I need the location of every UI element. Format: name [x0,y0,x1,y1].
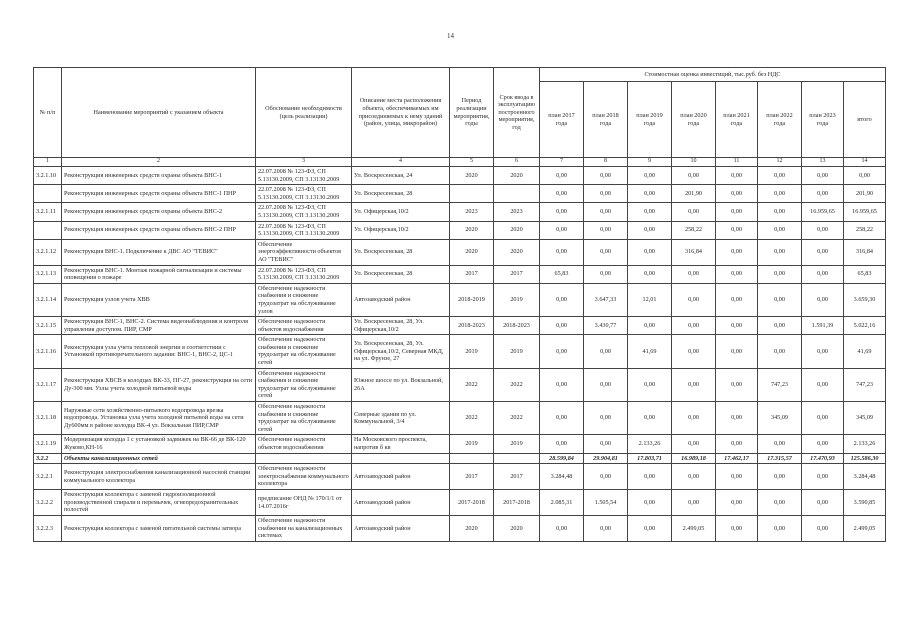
row-name: Реконструкция ВНС-1. Подключение к ДВС АО "ТЕВИС" [62,239,256,265]
row-value-2: 41,69 [628,335,672,368]
row-justification: 22.07.2008 № 123-ФЗ, СП 5.13130.2009, СП 3.13130.2009 [256,167,352,185]
row-value-2: 0,00 [628,265,672,283]
row-location: Южное шоссе по ул. Вокзальной, 26А [352,368,450,401]
column-index-12: 12 [758,158,802,167]
column-index-5: 5 [450,158,494,167]
row-value-4: 0,00 [716,317,758,335]
row-commission: 2022 [494,368,540,401]
row-value-7: 16.959,65 [844,203,886,221]
row-value-2: 0,00 [628,239,672,265]
row-value-5: 0,00 [758,435,802,453]
row-value-2: 0,00 [628,490,672,516]
column-index-1: 1 [34,158,62,167]
row-value-6: 0,00 [802,283,844,316]
row-value-3: 316,84 [672,239,716,265]
header-year-6: план 2023 года [802,82,844,158]
row-value-5: 0,00 [758,203,802,221]
row-value-5: 0,00 [758,185,802,203]
row-value-2: 12,01 [628,283,672,316]
row-value-7: 65,83 [844,265,886,283]
row-value-4: 0,00 [716,464,758,490]
row-value-3: 0,00 [672,490,716,516]
header-year-1: план 2018 года [584,82,628,158]
row-justification: Обеспечение надежности электроснабжения коммунального коллектора [256,464,352,490]
row-value-2: 0,00 [628,464,672,490]
row-value-7: 258,22 [844,221,886,239]
row-period: 2019 [450,335,494,368]
row-value-4: 0,00 [716,221,758,239]
row-id: 3.2.1.18 [34,402,62,435]
row-commission: 2019 [494,335,540,368]
row-value-7: 345,09 [844,402,886,435]
row-value-6: 17.470,93 [802,453,844,464]
row-commission [494,453,540,464]
row-value-1: 0,00 [584,516,628,542]
row-commission: 2017-2018 [494,490,540,516]
row-period: 2018-2019 [450,283,494,316]
row-value-7: 41,69 [844,335,886,368]
row-value-5: 0,00 [758,516,802,542]
row-value-4: 0,00 [716,283,758,316]
column-index-13: 13 [802,158,844,167]
row-value-4: 0,00 [716,203,758,221]
table-row [34,317,886,335]
row-period: 2017 [450,265,494,283]
row-name: Реконструкция узлов учета ХВВ [62,283,256,316]
row-location [352,453,450,464]
row-value-1: 0,00 [584,167,628,185]
row-period: 2022 [450,368,494,401]
row-value-6: 0,00 [802,368,844,401]
row-value-7: 3.284,48 [844,464,886,490]
column-index-4: 4 [352,158,450,167]
row-id: 3.2.2.3 [34,516,62,542]
row-value-5: 0,00 [758,335,802,368]
row-justification: Обеспечение надежности снабжения и снижение трудозатрат на обслуживание сетей [256,335,352,368]
row-justification [256,453,352,464]
table-row [34,265,886,283]
row-value-5: 0,00 [758,464,802,490]
row-value-3: 0,00 [672,368,716,401]
header-cost-group: Стоимостная оценка инвестиций, тыс.руб. без НДС [540,68,886,82]
row-value-3: 0,00 [672,265,716,283]
row-value-6: 0,00 [802,516,844,542]
row-value-7: 125.586,30 [844,453,886,464]
row-value-1: 0,00 [584,265,628,283]
row-id: 3.2.2.1 [34,464,62,490]
row-commission: 2018-2023 [494,317,540,335]
row-id: 3.2.1.13 [34,265,62,283]
row-name: Реконструкция узла учета тепловой энергии в соответствии с Установкой противоречательного задания: ВНС-1, ВНС-2, ЦС-1 [62,335,256,368]
header-year-0: план 2017 года [540,82,584,158]
row-commission: 2020 [494,239,540,265]
row-id: 3.2.1.17 [34,368,62,401]
header-year-3: план 2020 года [672,82,716,158]
row-location: Ул. Воскресенская, 28 [352,239,450,265]
row-value-1: 0,00 [584,203,628,221]
row-value-4: 0,00 [716,265,758,283]
header-justification: Обоснование необходимости (цель реализации) [256,68,352,158]
row-value-5: 0,00 [758,239,802,265]
row-id: 3.2.2 [34,453,62,464]
row-commission: 2017 [494,265,540,283]
row-value-6: 0,00 [802,490,844,516]
table-row [34,453,886,464]
row-value-1: 1.505,54 [584,490,628,516]
row-value-6: 0,00 [802,335,844,368]
row-value-3: 0,00 [672,335,716,368]
column-index-11: 11 [716,158,758,167]
row-value-0: 0,00 [540,185,584,203]
table-row [34,335,886,368]
row-value-3: 0,00 [672,203,716,221]
row-value-0: 0,00 [540,317,584,335]
row-name: Реконструкция инженерных средств охраны объекта ВНС-2 [62,203,256,221]
row-value-2: 0,00 [628,317,672,335]
row-id [34,185,62,203]
row-location: Северные здания по ул. Коммунальной, 3/4 [352,402,450,435]
row-value-3: 16.989,18 [672,453,716,464]
row-value-0: 0,00 [540,239,584,265]
row-value-0: 0,00 [540,221,584,239]
row-justification: Обеспечение надежности снабжения и снижение трудозатрат на обслуживание сетей [256,368,352,401]
row-value-0: 28.599,84 [540,453,584,464]
row-value-0: 0,00 [540,435,584,453]
row-value-0: 0,00 [540,368,584,401]
row-value-0: 2.085,31 [540,490,584,516]
row-name: Реконструкция ВНС-1, ВНС-2. Система видеонаблюдения и контроля управления доступом. ПИР, СМР [62,317,256,335]
row-justification: Обеспечение надежности объектов водоснабжения [256,435,352,453]
row-justification: Обеспечение энергоэффективности объектов АО "ТЕВИС" [256,239,352,265]
row-value-3: 0,00 [672,435,716,453]
column-index-3: 3 [256,158,352,167]
row-value-0: 0,00 [540,516,584,542]
row-commission: 2023 [494,203,540,221]
row-value-6: 0,00 [802,221,844,239]
row-period [450,453,494,464]
row-name: Реконструкция коллектора с заменой гидроизоляционной производственной спирали и перемычек, огнепредохранительных полостей [62,490,256,516]
row-value-1: 0,00 [584,435,628,453]
row-location: Автозаводский район [352,464,450,490]
row-id: 3.2.1.11 [34,203,62,221]
table-row [34,185,886,203]
row-name: Модернизация колодца 1 с установкой задвижек на ВК-66 де ВК-120 Жуково,КН-16 [62,435,256,453]
header-year-7: итого [844,82,886,158]
row-value-2: 0,00 [628,516,672,542]
row-value-1: 0,00 [584,185,628,203]
row-value-3: 201,90 [672,185,716,203]
row-id: 3.2.1.12 [34,239,62,265]
row-id: 3.2.1.16 [34,335,62,368]
investment-table [33,67,886,542]
row-value-6: 1.591,39 [802,317,844,335]
column-index-9: 9 [628,158,672,167]
row-justification: предписание ОНД № 170/1/1 от 14.07.2016г [256,490,352,516]
row-name: Реконструкция электроснабжения канализационной насосной станции коммунального коллектора [62,464,256,490]
column-index-14: 14 [844,158,886,167]
row-value-4: 0,00 [716,490,758,516]
row-commission: 2017 [494,464,540,490]
row-commission: 2019 [494,283,540,316]
row-value-5: 17.315,57 [758,453,802,464]
row-value-6: 0,00 [802,464,844,490]
row-value-1: 0,00 [584,402,628,435]
row-value-3: 0,00 [672,402,716,435]
row-name: Наружные сети хозяйственно-питьевого водопровода врезка водопровода. Установка узла учета холодной питьевой воды на сети Ду600мм в районе колодца ВК-4 ул. Вокзальная ПИР,СМР [62,402,256,435]
row-period: 2020 [450,221,494,239]
row-value-1: 0,00 [584,221,628,239]
row-commission: 2020 [494,221,540,239]
row-value-5: 345,09 [758,402,802,435]
row-location: Ул. Воскресенская, 28, Ул. Офицерская,10/2 [352,317,450,335]
row-period: 2020 [450,239,494,265]
header-year-5: план 2022 года [758,82,802,158]
row-commission: 2019 [494,435,540,453]
row-location: Автозаводский район [352,283,450,316]
row-value-1: 0,00 [584,368,628,401]
table-row [34,283,886,316]
header-location: Описание места расположения объекта, обеспечиваемых им присоединяемых к нему зданий (район, улица, микрорайон) [352,68,450,158]
table-row [34,402,886,435]
row-value-2: 0,00 [628,185,672,203]
row-id: 3.2.1.14 [34,283,62,316]
row-value-5: 0,00 [758,490,802,516]
table-row [34,435,886,453]
table-row [34,203,886,221]
row-period: 2017 [450,464,494,490]
row-value-2: 0,00 [628,368,672,401]
row-value-5: 0,00 [758,221,802,239]
table-row [34,167,886,185]
row-value-5: 0,00 [758,283,802,316]
row-location: Ул. Офицерская,10/2 [352,203,450,221]
row-value-7: 0,00 [844,167,886,185]
row-value-3: 0,00 [672,283,716,316]
row-period: 2019 [450,435,494,453]
row-value-6: 0,00 [802,239,844,265]
row-value-2: 0,00 [628,402,672,435]
row-id: 3.2.2.2 [34,490,62,516]
row-value-2: 0,00 [628,167,672,185]
row-value-4: 0,00 [716,239,758,265]
row-value-0: 0,00 [540,283,584,316]
row-value-4: 0,00 [716,185,758,203]
row-value-4: 0,00 [716,402,758,435]
header-commission: Срок ввода в эксплуатацию построенного мероприятия, год [494,68,540,158]
row-location: Ул. Воскресенская, 28, Ул. Офицерская,10/2, Северная МКД, на ул. Фрунзе, 27 [352,335,450,368]
row-value-5: 0,00 [758,167,802,185]
column-index-10: 10 [672,158,716,167]
column-index-7: 7 [540,158,584,167]
row-value-6: 0,00 [802,435,844,453]
row-value-0: 3.284,48 [540,464,584,490]
row-period [450,185,494,203]
row-value-4: 0,00 [716,167,758,185]
row-id: 3.2.1.15 [34,317,62,335]
row-justification: Обеспечение надежности снабжения и снижение трудозатрат на обслуживание сетей [256,402,352,435]
row-value-7: 3.590,85 [844,490,886,516]
header-year-4: план 2021 года [716,82,758,158]
row-commission: 2022 [494,402,540,435]
row-value-0: 0,00 [540,203,584,221]
row-value-7: 2.499,05 [844,516,886,542]
row-value-3: 2.499,05 [672,516,716,542]
table-row [34,239,886,265]
header-period: Период реализации мероприятия, годы [450,68,494,158]
table-row [34,490,886,516]
row-id [34,221,62,239]
row-justification: Обеспечение надежности объектов водоснабжения [256,317,352,335]
row-id: 3.2.1.10 [34,167,62,185]
row-period: 2023 [450,203,494,221]
row-value-3: 0,00 [672,317,716,335]
row-name: Реконструкция инженерных средств охраны объекта ВНС-1 [62,167,256,185]
row-value-2: 17.803,71 [628,453,672,464]
row-location: Автозаводский район [352,490,450,516]
row-value-7: 201,90 [844,185,886,203]
table-row [34,221,886,239]
row-value-2: 2.133,26 [628,435,672,453]
row-justification: 22.07.2008 № 123-ФЗ, СП 5.13130.2009, СП 3.13130.2009 [256,203,352,221]
row-location: Автозаводский район [352,516,450,542]
row-period: 2017-2018 [450,490,494,516]
row-period: 2020 [450,516,494,542]
row-value-7: 747,23 [844,368,886,401]
header-num: № п/п [34,68,62,158]
row-value-4: 0,00 [716,368,758,401]
row-value-2: 0,00 [628,203,672,221]
row-value-2: 0,00 [628,221,672,239]
row-name: Объекты канализационных сетей [62,453,256,464]
row-value-0: 0,00 [540,402,584,435]
table-row [34,516,886,542]
row-value-6: 0,00 [802,265,844,283]
column-index-6: 6 [494,158,540,167]
row-commission: 2020 [494,167,540,185]
row-value-0: 0,00 [540,167,584,185]
table-row [34,464,886,490]
investment-table-sheet [33,67,885,542]
row-value-1: 29.904,81 [584,453,628,464]
row-value-1: 0,00 [584,335,628,368]
row-period: 2022 [450,402,494,435]
row-value-1: 3.647,33 [584,283,628,316]
column-index-8: 8 [584,158,628,167]
row-commission: 2020 [494,516,540,542]
row-value-0: 0,00 [540,335,584,368]
row-value-5: 747,23 [758,368,802,401]
row-name: Реконструкция коллектора с заменой питательной системы затвора [62,516,256,542]
row-location: Ул. Воскресенская, 28 [352,185,450,203]
page-number: 14 [447,32,454,40]
row-justification: 22.07.2008 № 123-ФЗ, СП 5.13130.2009, СП 3.13130.2009 [256,185,352,203]
header-year-2: план 2019 года [628,82,672,158]
row-value-7: 5.022,16 [844,317,886,335]
column-index-2: 2 [62,158,256,167]
row-value-5: 0,00 [758,317,802,335]
header-name: Наименование мероприятий с указанием объекта [62,68,256,158]
row-value-4: 0,00 [716,516,758,542]
row-value-4: 0,00 [716,335,758,368]
row-value-6: 0,00 [802,185,844,203]
row-period: 2018-2023 [450,317,494,335]
row-value-5: 0,00 [758,265,802,283]
row-justification: Обеспечение надежности снабжения на канализационных системах [256,516,352,542]
row-period: 2020 [450,167,494,185]
row-location: Ул. Воскресенская, 28 [352,265,450,283]
row-value-7: 2.133,26 [844,435,886,453]
row-justification: 22.07.2008 № 123-ФЗ, СП 5.13130.2009, СП 3.13130.2009 [256,221,352,239]
row-location: Ул. Офицерская,10/2 [352,221,450,239]
row-location: Ул. Воскресенская, 24 [352,167,450,185]
row-name: Реконструкция инженерных средств охраны объекта ВНС-2 ПНР [62,221,256,239]
row-value-1: 0,00 [584,464,628,490]
table-row [34,368,886,401]
row-value-1: 3.430,77 [584,317,628,335]
row-justification: 22.07.2008 № 123-ФЗ, СП 5.13130.2009, СП 3.13130.2009 [256,265,352,283]
row-value-1: 0,00 [584,239,628,265]
row-value-6: 16.959,65 [802,203,844,221]
row-value-4: 0,00 [716,435,758,453]
row-value-6: 0,00 [802,402,844,435]
row-value-3: 0,00 [672,464,716,490]
row-value-4: 17.462,17 [716,453,758,464]
row-justification: Обеспечение надежности снабжения и снижение трудозатрат на обслуживание узлов [256,283,352,316]
row-id: 3.2.1.19 [34,435,62,453]
row-location: На Московского проспекта, напротив б кв [352,435,450,453]
row-name: Реконструкция ВНС-1. Монтаж пожарной сигнализации и системы оповещения о пожаре [62,265,256,283]
row-value-7: 316,84 [844,239,886,265]
row-value-0: 65,83 [540,265,584,283]
row-value-6: 0,00 [802,167,844,185]
row-commission [494,185,540,203]
row-name: Реконструкция ХВСВ в колодцах ВК-33, ПГ-27, реконструкция на сети Ду-300 мм. Узлы учета холодной питьевой воды [62,368,256,401]
row-value-7: 3.659,30 [844,283,886,316]
row-value-3: 0,00 [672,167,716,185]
row-name: Реконструкция инженерных средств охраны объекта ВНС-1 ПНР [62,185,256,203]
row-value-3: 258,22 [672,221,716,239]
